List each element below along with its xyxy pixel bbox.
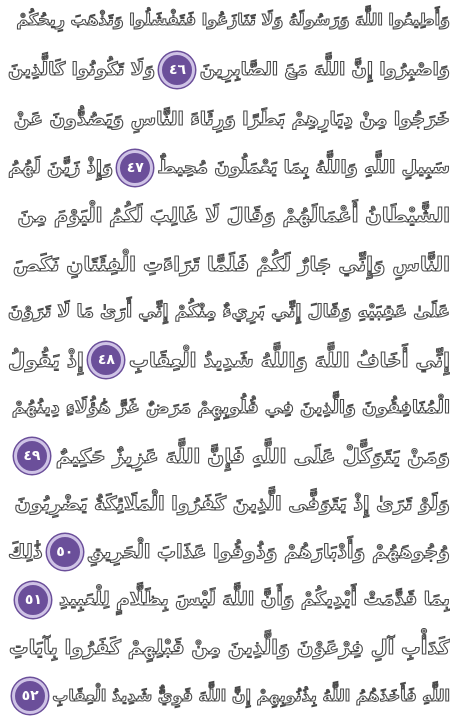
verse-text: إِذْ يَقُولُ bbox=[8, 348, 84, 372]
verse-text: خَرَجُوا مِنْ دِيَارِهِمْ بَطَرًا وَرِئَاءَ النَّاسِ وَيَصُدُّونَ عَنْ bbox=[13, 109, 450, 130]
ayah-number-marker: ٤٩ bbox=[14, 438, 50, 474]
ayah-number-marker: ٤٦ bbox=[159, 52, 195, 88]
verse-line-11 bbox=[8, 484, 450, 524]
verse-line-2 bbox=[8, 50, 450, 90]
verse-text: إِنِّي أَخَافُ اللَّهَ وَاللَّهُ شَدِيدُ الْعِقَابِ bbox=[128, 348, 450, 372]
verse-text: وُجُوهَهُمْ وَأَدْبَارَهُمْ وَذُوقُوا عَذَابَ الْحَرِيقِ bbox=[86, 541, 450, 563]
verse-line-12 bbox=[8, 532, 450, 572]
verse-line-4 bbox=[8, 148, 450, 188]
verse-text: الشَّيْطَانُ أَعْمَالَهُمْ وَقَالَ لَا غَالِبَ لَكُمُ الْيَوْمَ مِنَ bbox=[17, 204, 450, 227]
verse-text: ذَٰلِكَ bbox=[8, 541, 43, 563]
verse-text: وَلَوْ تَرَىٰ إِذْ يَتَوَفَّى الَّذِينَ كَفَرُوا الْمَلَائِكَةُ يَضْرِبُونَ bbox=[14, 493, 450, 515]
verse-line-7 bbox=[8, 292, 450, 332]
verse-text: وَاصْبِرُوا إِنَّ اللَّهَ مَعَ الصَّابِرِينَ bbox=[199, 59, 450, 80]
ayah-number-marker: ٥١ bbox=[15, 582, 51, 618]
verse-line-14 bbox=[8, 628, 450, 668]
verse-line-3 bbox=[8, 100, 450, 140]
verse-text: كَدَأْبِ آلِ فِرْعَوْنَ وَالَّذِينَ مِنْ قَبْلِهِمْ كَفَرُوا بِآيَاتِ bbox=[8, 636, 450, 659]
verse-text: بِمَا قَدَّمَتْ أَيْدِيكُمْ وَأَنَّ اللَّهَ لَيْسَ بِظَلَّامٍ لِلْعَبِيدِ bbox=[58, 589, 450, 610]
verse-text: النَّاسِ وَإِنِّي جَارٌ لَكُمْ فَلَمَّا تَرَاءَتِ الْفِئَتَانِ نَكَصَ bbox=[12, 252, 450, 276]
ayah-number-marker: ٥٢ bbox=[12, 678, 48, 714]
verse-line-13 bbox=[8, 580, 450, 620]
verse-text: وَأَطِيعُوا اللَّهَ وَرَسُولَهُ وَلَا تَنَازَعُوا فَتَفْشَلُوا وَتَذْهَبَ رِيحُكُمْ bbox=[16, 10, 450, 29]
verse-text: وَلَا تَكُونُوا كَالَّذِينَ bbox=[8, 59, 156, 80]
ayah-number-marker: ٤٨ bbox=[88, 342, 124, 378]
verse-line-15 bbox=[8, 676, 450, 716]
verse-text: سَبِيلِ اللَّهِ وَاللَّهُ بِمَا يَعْمَلُونَ مُحِيطٌ bbox=[157, 157, 450, 178]
verse-text: الْمُنَافِقُونَ وَالَّذِينَ فِي قُلُوبِهِمْ مَرَضٌ غَرَّ هَٰؤُلَاءِ دِينُهُمْ bbox=[11, 398, 450, 418]
verse-text: عَلَىٰ عَقِبَيْهِ وَقَالَ إِنِّي بَرِيءٌ مِنْكُمْ إِنِّي أَرَىٰ مَا لَا تَرَوْنَ bbox=[8, 302, 450, 322]
ayah-number-marker: ٤٧ bbox=[117, 150, 153, 186]
verse-line-10 bbox=[8, 436, 450, 476]
verse-line-1 bbox=[8, 0, 450, 40]
verse-line-8 bbox=[8, 340, 450, 380]
verse-text: وَمَنْ يَتَوَكَّلْ عَلَى اللَّهِ فَإِنَّ اللَّهَ عَزِيزٌ حَكِيمٌ bbox=[55, 444, 450, 468]
ayah-number-marker: ٥٠ bbox=[47, 534, 83, 570]
verse-line-9 bbox=[8, 388, 450, 428]
verse-line-5 bbox=[8, 196, 450, 236]
verse-text: وَإِذْ زَيَّنَ لَهُمُ bbox=[8, 157, 114, 178]
verse-text: اللَّهِ فَأَخَذَهُمُ اللَّهُ بِذُنُوبِهِمْ إِنَّ اللَّهَ قَوِيٌّ شَدِيدُ الْعِقَابِ bbox=[52, 686, 450, 705]
verse-line-6 bbox=[8, 244, 450, 284]
